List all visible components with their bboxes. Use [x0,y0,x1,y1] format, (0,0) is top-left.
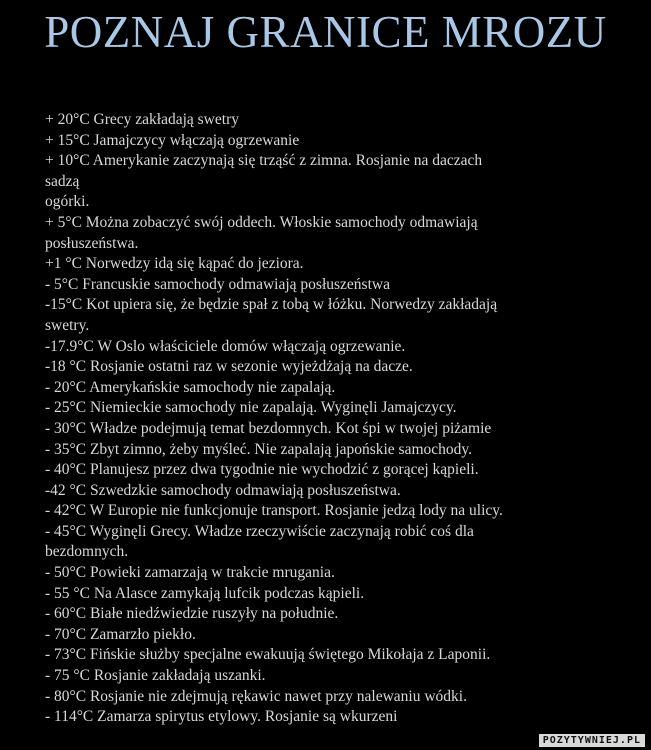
list-item: - 25°C Niemieckie samochody nie zapalają. Wyginęli Jamajczycy. [45,399,457,417]
list-item: - 45°C Wyginęli Grecy. Władze rzeczywiście zaczynają robić coś dla [45,522,474,540]
list-item: swetry. [45,316,90,334]
watermark-logo: POZYTYWNIEJ.PL [539,734,645,747]
list-item: - 70°C Zamarzło piekło. [45,625,196,643]
list-item: - 40°C Planujesz przez dwa tygodnie nie wychodzić z gorącej kąpieli. [45,461,479,479]
list-item: - 55 °C Na Alasce zamykają lufcik podczas kąpieli. [45,584,365,602]
list-item: - 50°C Powieki zamarzają w trakcie mrugania. [45,564,335,582]
list-item: +1 °C Norwedzy idą się kąpać do jeziora. [45,255,304,273]
list-item: - 75 °C Rosjanie zakładają uszanki. [45,667,266,685]
list-item: -18 °C Rosjanie ostatni raz w sezonie wyjeżdżają na dacze. [45,358,413,376]
list-item: - 73°C Fińskie służby specjalne ewakuują świętego Mikołaja z Laponii. [45,646,491,664]
list-item: - 20°C Amerykańskie samochody nie zapalają. [45,378,336,396]
list-item: posłuszeństwa. [45,234,139,252]
temperature-list [45,110,590,728]
page-title: POZNAJ GRANICE MROZU [44,7,607,57]
list-item: + 5°C Można zobaczyć swój oddech. Włoskie samochody odmawiają [45,213,478,231]
list-item: - 35°C Zbyt zimno, żeby myśleć. Nie zapalają japońskie samochody. [45,440,473,458]
list-item: -17.9°C W Oslo właściciele domów włączają ogrzewanie. [45,337,406,355]
list-item: + 15°C Jamajczycy włączają ogrzewanie [45,131,300,149]
list-item: ogórki. [45,193,90,211]
list-item: + 20°C Grecy zakładają swetry [45,111,239,128]
list-item: - 114°C Zamarza spirytus etylowy. Rosjanie są wkurzeni [45,708,398,726]
list-item: -15°C Kot upiera się, że będzie spał z tobą w łóżku. Norwedzy zakładają [45,296,498,314]
list-item: - 5°C Francuskie samochody odmawiają posłuszeństwa [45,275,390,293]
list-item: + 10°C Amerykanie zaczynają się trząść z zimna. Rosjanie na daczach [45,152,483,170]
list-item: - 42°C W Europie nie funkcjonuje transport. Rosjanie jedzą lody na ulicy. [45,502,503,520]
list-item: - 60°C Białe niedźwiedzie ruszyły na południe. [45,605,339,623]
list-item: -42 °C Szwedzkie samochody odmawiają posłuszeństwa. [45,481,401,499]
list-item: - 80°C Rosjanie nie zdejmują rękawic nawet przy nalewaniu wódki. [45,687,467,705]
list-item: sadzą [45,172,80,190]
list-item: bezdomnych. [45,543,129,561]
list-item: - 30°C Władze podejmują temat bezdomnych. Kot śpi w twojej piżamie [45,419,492,437]
